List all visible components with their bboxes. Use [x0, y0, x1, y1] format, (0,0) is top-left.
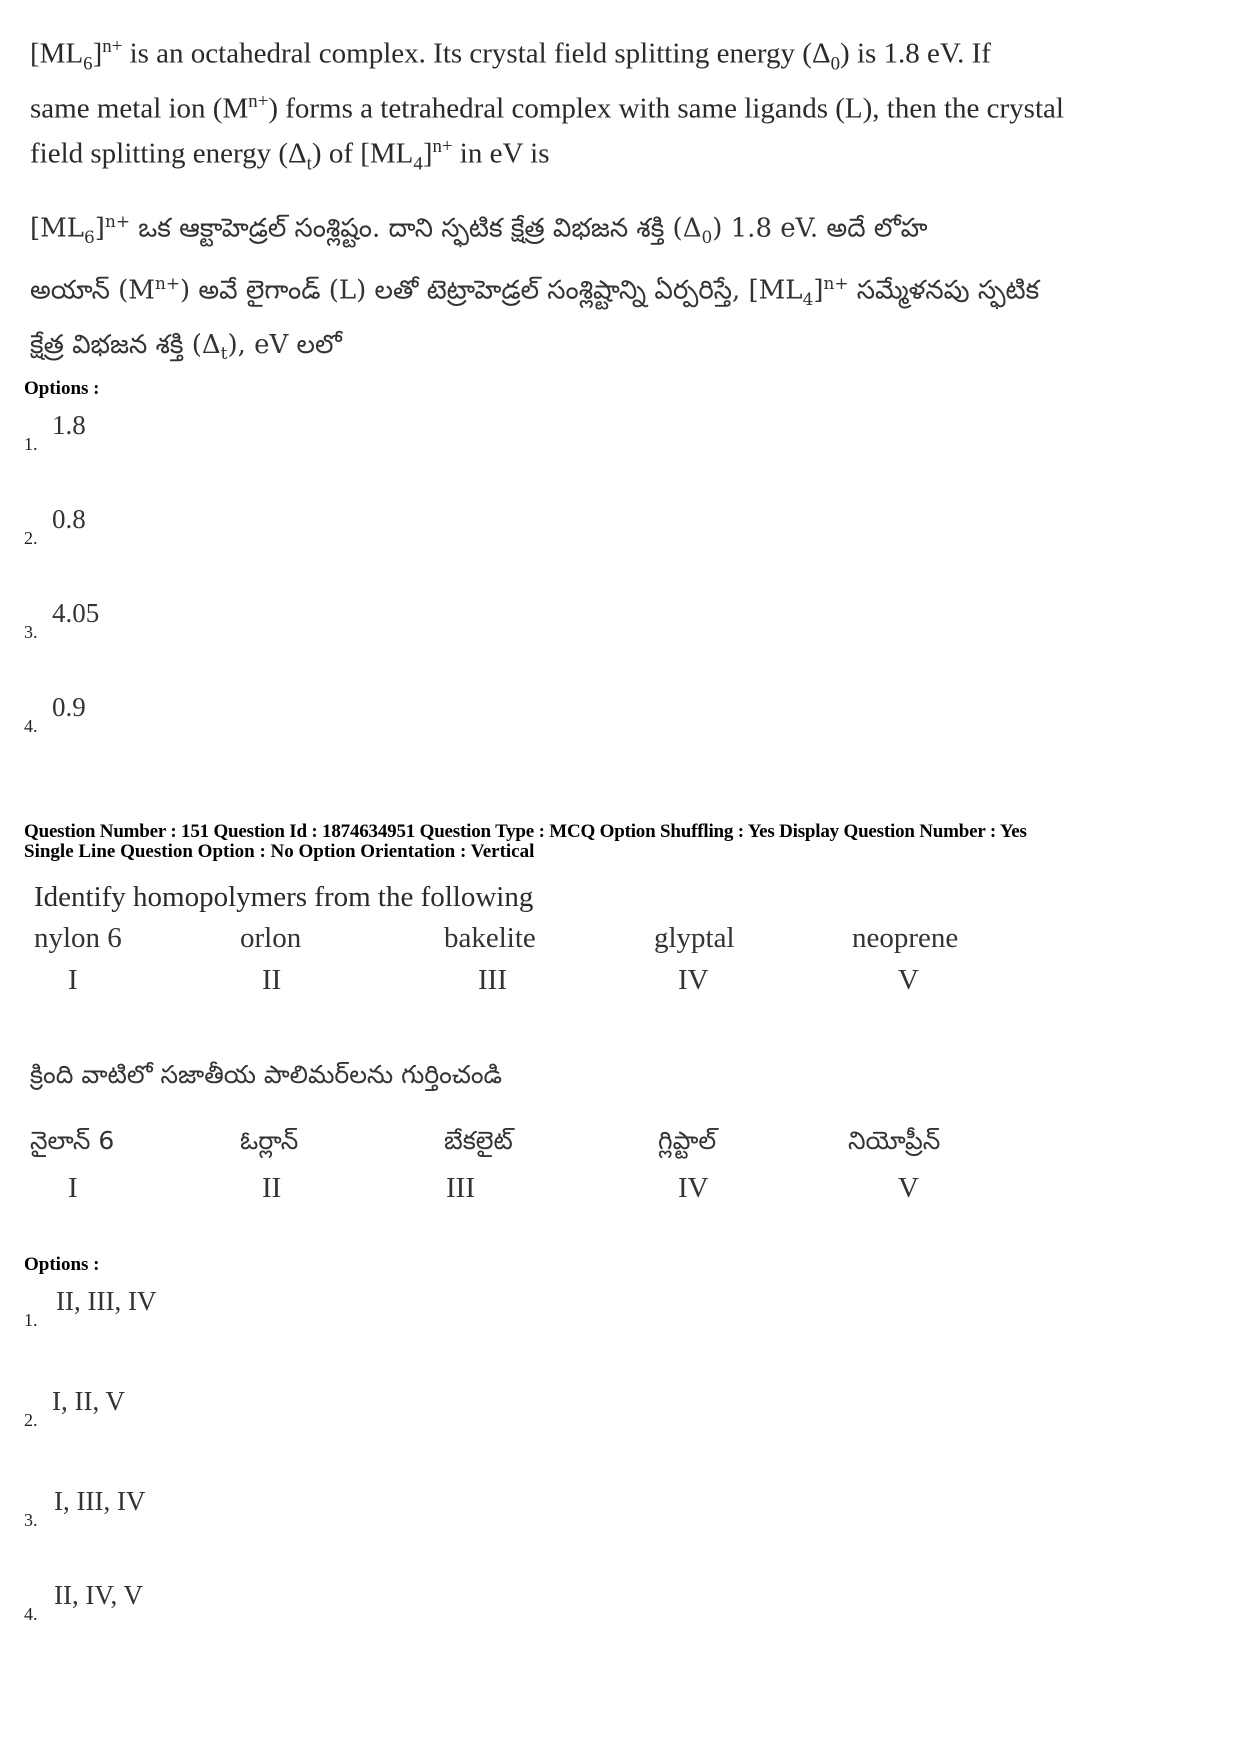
question-150-telugu: [30, 198, 1160, 376]
question-151-prompt-te: క్రింది వాటిలో సజాతీయ పాలిమర్‌లను గుర్తించండి: [30, 1060, 502, 1089]
question-150-english: [30, 28, 1140, 184]
question-150-en-line-2: same metal ion $(M^{n+})$ forms a tetrahedral complex with same ligands (L), then the crystal: [30, 91, 1064, 126]
option-item[interactable]: [24, 692, 224, 742]
option-item[interactable]: [24, 410, 224, 460]
option-number: 3.: [24, 622, 38, 642]
polymer-name-en: glyptal: [654, 922, 735, 954]
polymer-name-te: ఓర్లాన్: [240, 1126, 299, 1155]
question-150-en-line-1: $[ML_6]^{n+}$ is an octahedral complex. Its crystal field splitting energy $(\Delta_0)$ is 1.8 eV. If: [30, 36, 991, 75]
roman-numeral: V: [898, 1172, 919, 1204]
polymer-name-en: orlon: [240, 922, 302, 954]
roman-numeral: III: [478, 964, 507, 996]
roman-numeral: V: [898, 964, 919, 996]
option-value: 0.9: [52, 692, 86, 722]
option-number: 1.: [24, 1310, 38, 1330]
question-150-te-line-1: $[ML_6]^{n+}$ ఒక ఆక్టాహెడ్రల్ సంశ్లిష్టం. దాని స్ఫటిక క్షేత్ర విభజన శక్తి $(\Delta_0)$ 1.8 eV. అదే లోహ: [30, 211, 928, 247]
option-item[interactable]: [24, 1286, 284, 1336]
polymer-name-te: బేకలైట్: [444, 1126, 513, 1155]
option-value: I, II, V: [52, 1386, 125, 1416]
roman-numeral: I: [68, 1172, 78, 1204]
option-number: 3.: [24, 1510, 38, 1530]
option-number: 4.: [24, 1604, 38, 1624]
option-number: 1.: [24, 434, 38, 454]
options-label: Options :: [24, 1254, 100, 1275]
question-metadata: [24, 822, 1224, 862]
roman-numeral: II: [262, 964, 282, 996]
roman-numeral: IV: [678, 1172, 709, 1204]
roman-numeral: III: [446, 1172, 475, 1204]
options-label: Options :: [24, 378, 100, 399]
polymer-name-en: bakelite: [444, 922, 536, 954]
roman-numeral: II: [262, 1172, 282, 1204]
option-item[interactable]: [24, 1580, 284, 1630]
option-value: I, III, IV: [54, 1486, 146, 1516]
option-value: 4.05: [52, 598, 100, 628]
option-item[interactable]: [24, 598, 224, 648]
question-150-te-line-3: క్షేత్ర విభజన శక్తి $(\Delta_t)$, eV లలో: [30, 329, 342, 363]
option-value: II, III, IV: [56, 1286, 157, 1316]
question-151-prompt-en: Identify homopolymers from the following: [34, 881, 534, 913]
option-value: 1.8: [52, 410, 86, 440]
question-150-te-line-2: అయాన్ $(M^{n+})$ అవే లైగాండ్ (L) లతో టెట్రాహెడ్రల్ సంశ్లిష్టాన్ని ఏర్పరిస్తే, $[ML_4]^{n+}$ సమ్మేళనపు స్ఫటిక: [30, 272, 1040, 309]
metadata-line-1: Question Number : 151 Question Id : 1874634951 Question Type : MCQ Option Shuffling : Yes Display Question Number : Yes: [24, 821, 1027, 842]
option-number: 4.: [24, 716, 38, 736]
polymer-name-en: neoprene: [852, 922, 959, 954]
polymer-name-en: nylon 6: [34, 922, 122, 954]
option-number: 2.: [24, 528, 38, 548]
roman-numeral: I: [68, 964, 78, 996]
option-item[interactable]: [24, 1386, 284, 1436]
option-item[interactable]: [24, 1486, 284, 1536]
polymer-name-te: గ్లిప్టాల్: [658, 1126, 717, 1155]
option-value: 0.8: [52, 504, 86, 534]
roman-numeral: IV: [678, 964, 709, 996]
metadata-line-2: Single Line Question Option : No Option Orientation : Vertical: [24, 841, 535, 862]
polymer-name-te: నైలాన్ 6: [30, 1126, 115, 1155]
option-item[interactable]: [24, 504, 224, 554]
option-value: II, IV, V: [54, 1580, 144, 1610]
option-number: 2.: [24, 1410, 38, 1430]
polymer-name-te: నియోప్రీన్: [848, 1126, 941, 1155]
question-150-en-line-3: field splitting energy $(\Delta_t)$ of $[ML_4]^{n+}$ in eV is: [30, 136, 550, 175]
